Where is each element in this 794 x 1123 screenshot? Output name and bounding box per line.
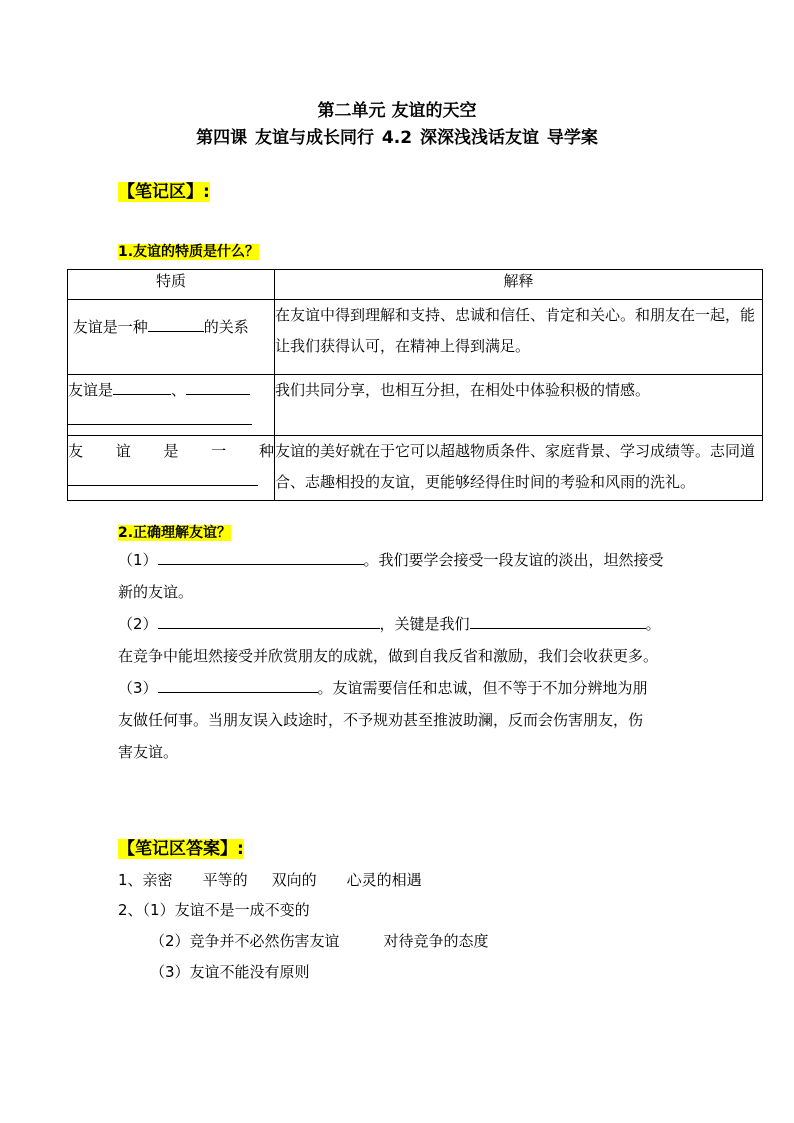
answer-1: 1、亲密 平等的 双向的 心灵的相遇 xyxy=(118,871,422,889)
answer-2-line-1: 2、（1）友谊不是一成不变的 xyxy=(118,901,310,919)
fill-blank[interactable] xyxy=(470,610,646,629)
item-3: （3） 。友谊需要信任和忠诚，但不等于不加分辨地为朋 友做任何事。当朋友误入歧途时，不予规劝甚至推波助澜，反而会伤害朋友，伤 害友谊。 xyxy=(118,672,688,768)
fill-blank[interactable] xyxy=(158,674,318,693)
trait-table xyxy=(67,269,763,501)
fill-blank[interactable] xyxy=(68,406,252,425)
fill-blank[interactable] xyxy=(158,546,364,565)
question-1: 1.友谊的特质是什么？ xyxy=(118,244,260,260)
explanation-cell-3: 友谊的美好就在于它可以超越物质条件、家庭背景、学习成绩等。志同道合、志趣相投的友谊，更能够经得住时间的考验和风雨的洗礼。 xyxy=(275,436,763,501)
notes-heading: 【笔记区】: xyxy=(118,182,210,202)
fill-blank[interactable] xyxy=(113,376,171,395)
item-1: （1） 。我们要学会接受一段友谊的淡出，坦然接受 新的友谊。 xyxy=(118,544,678,608)
title-lesson: 第四课 友谊与成长同行 4.2 深深浅浅话友谊 导学案 xyxy=(196,128,598,148)
explanation-cell-2: 我们共同分享，也相互分担，在相处中体验积极的情感。 xyxy=(275,375,763,436)
question-2: 2.正确理解友谊？ xyxy=(118,525,232,541)
fill-blank[interactable] xyxy=(68,467,258,486)
title-unit: 第二单元 友谊的天空 xyxy=(317,101,477,121)
trait-cell-2: 友谊是 、 xyxy=(68,375,275,436)
header-trait: 特质 xyxy=(68,270,275,300)
answers-heading: 【笔记区答案】: xyxy=(118,839,244,859)
fill-blank[interactable] xyxy=(148,313,204,332)
header-explanation: 解释 xyxy=(275,270,763,300)
fill-blank[interactable] xyxy=(158,610,380,629)
answer-2-line-2: （2）竞争并不必然伤害友谊 对待竞争的态度 xyxy=(150,932,489,950)
item-2: （2） ，关键是我们 。 在竞争中能坦然接受并欣赏朋友的成就，做到自我反省和激励，我们会收获更多。 xyxy=(118,608,698,672)
fill-blank[interactable] xyxy=(186,376,250,395)
trait-cell-3 xyxy=(68,436,275,501)
trait-cell-1: 友谊是一种 的关系 xyxy=(68,300,275,375)
answer-2-line-3: （3）友谊不能没有原则 xyxy=(150,963,310,981)
spaced-trait-text: 友 谊 是 一 种 xyxy=(68,442,274,460)
explanation-cell-1: 在友谊中得到理解和支持、忠诚和信任、肯定和关心。和朋友在一起，能让我们获得认可，在精神上得到满足。 xyxy=(275,300,763,375)
